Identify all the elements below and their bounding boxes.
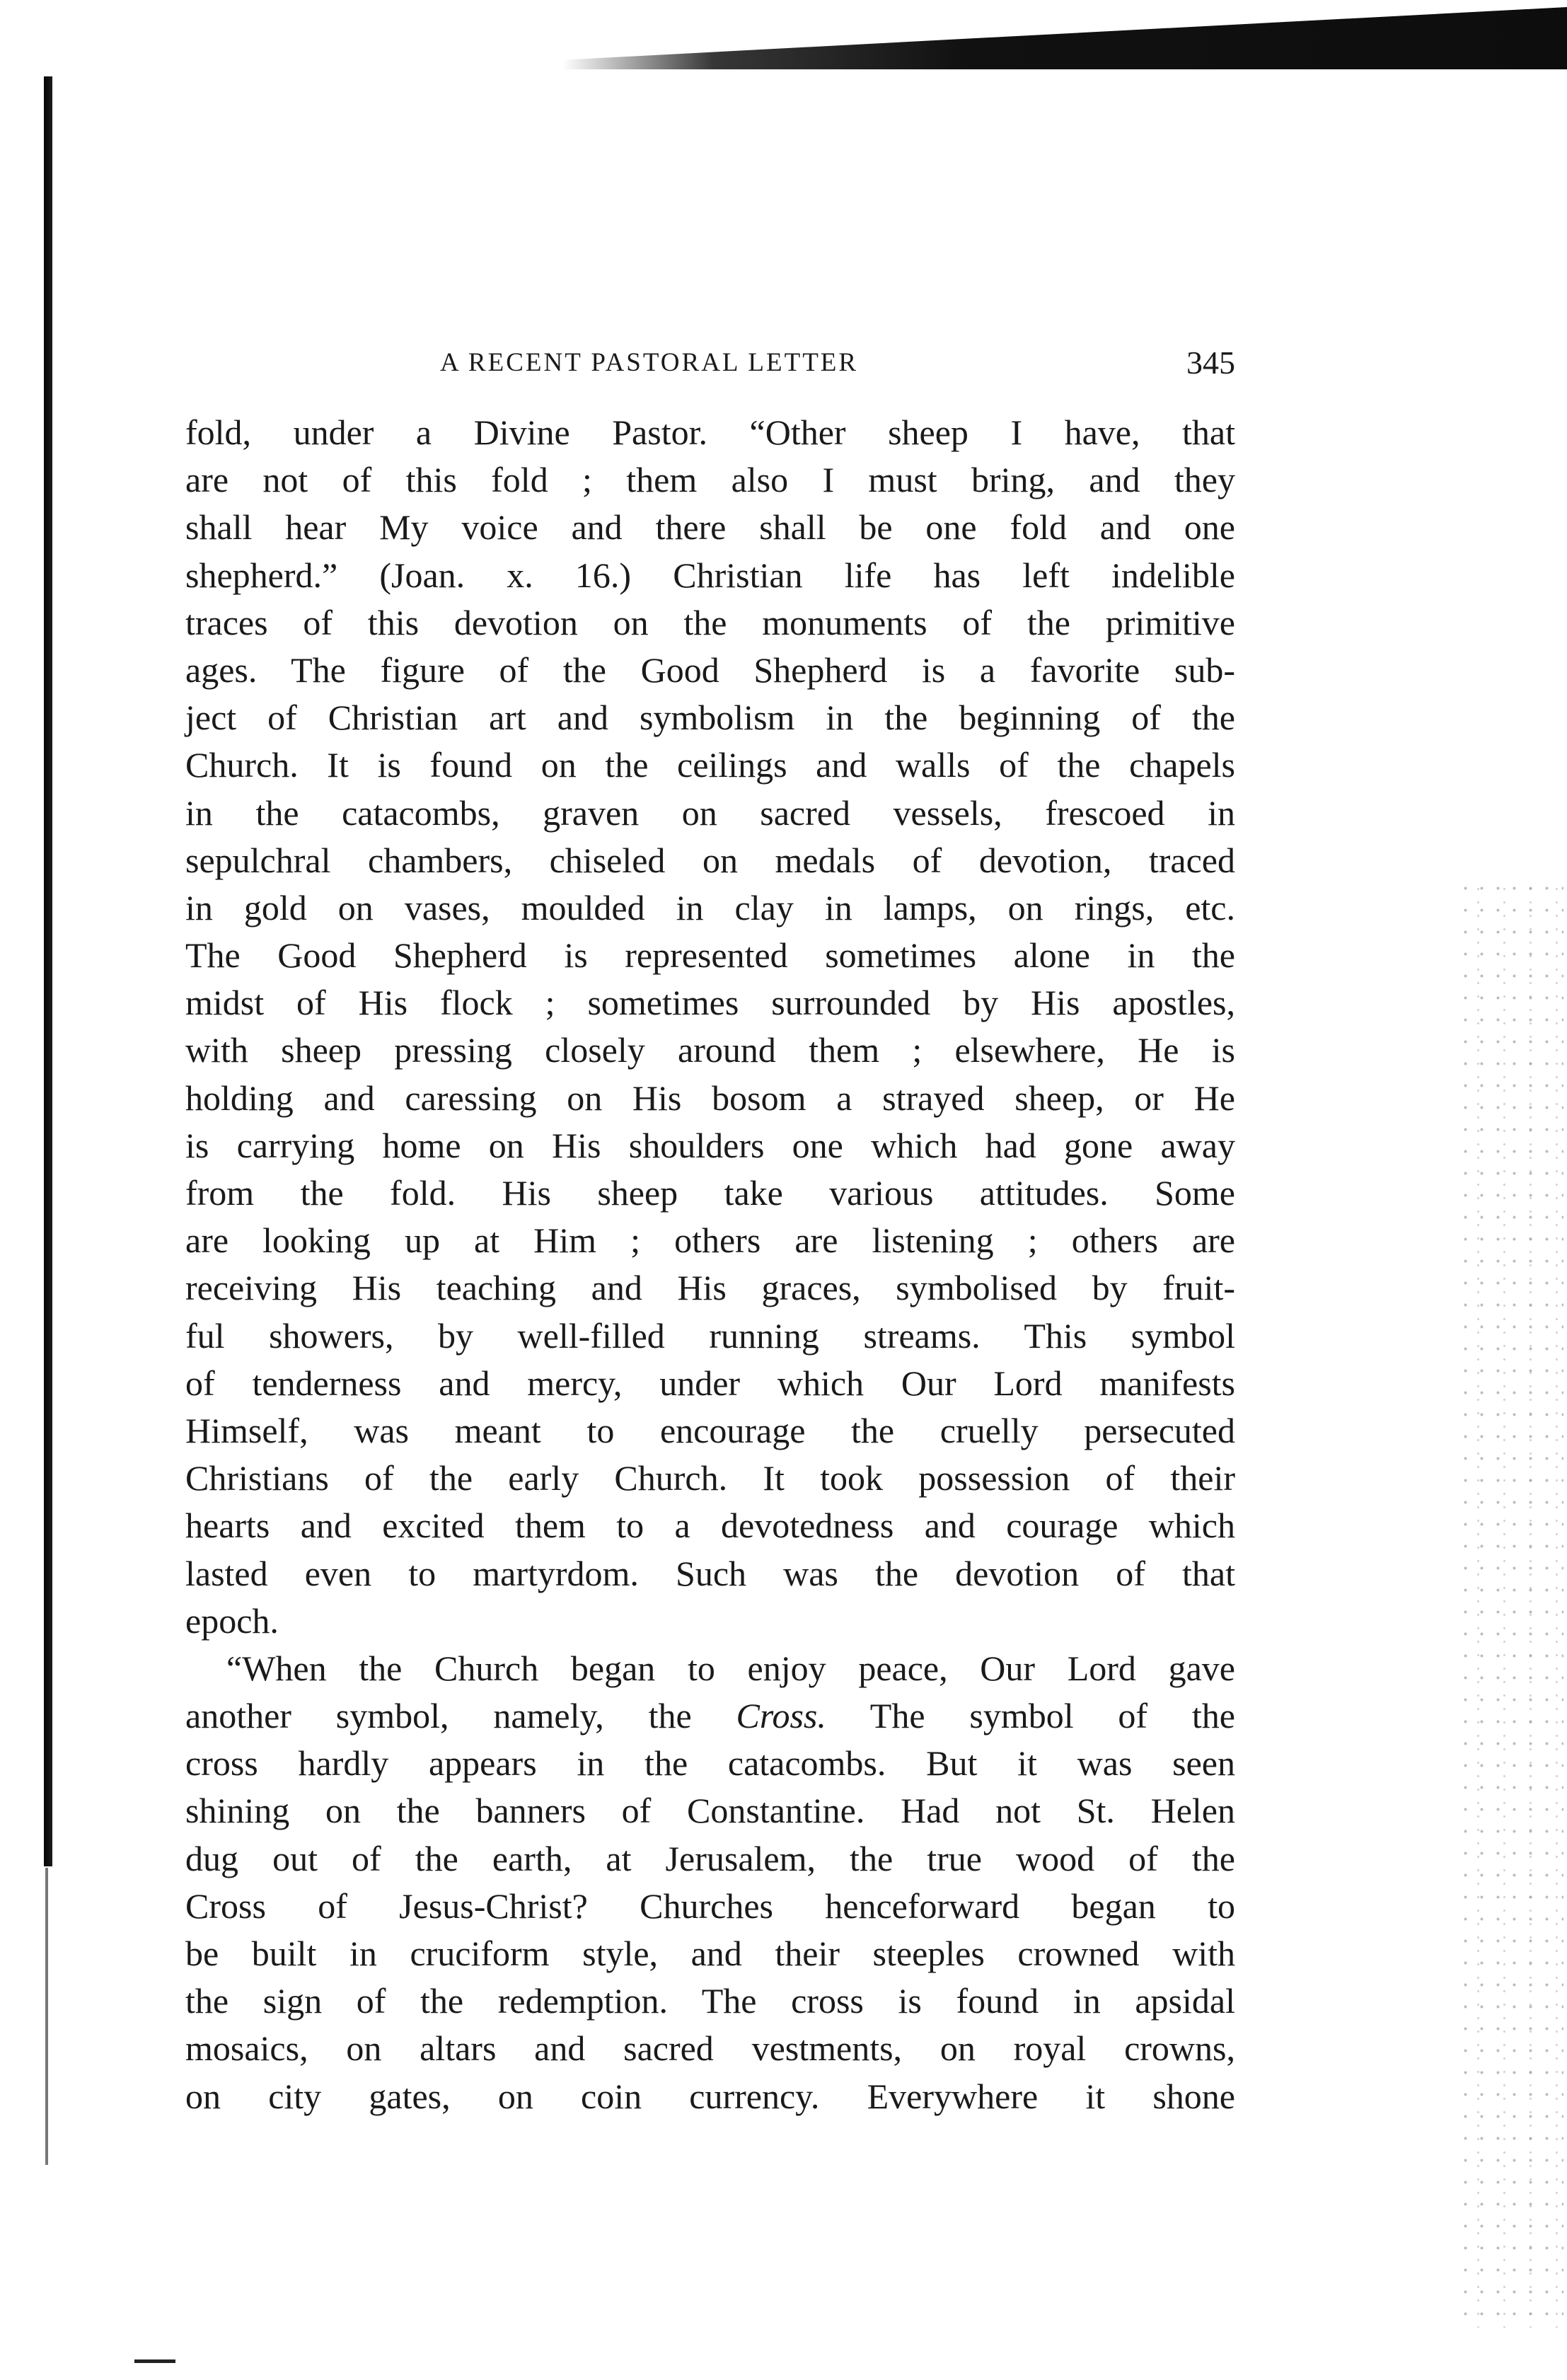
scan-edge-top: [283, 0, 1567, 78]
page-number: 345: [1186, 345, 1235, 381]
text-line: hearts and excited them to a devotedness and courage which: [185, 1506, 1235, 1546]
text-line: fold, under a Divine Pastor. “Other sheep I have, that: [185, 412, 1235, 452]
text-line: traces of this devotion on the monuments of the primitive: [185, 602, 1235, 642]
text-line: ject of Christian art and symbolism in the beginning of the: [185, 698, 1235, 738]
text-line: dug out of the earth, at Jerusalem, the true wood of the: [185, 1838, 1235, 1878]
text-line: of tenderness and mercy, under which Our Lord manifests: [185, 1363, 1235, 1403]
text-segment: The symbol of the: [826, 1696, 1235, 1736]
text-line: from the fold. His sheep take various attitudes. Some: [185, 1173, 1235, 1213]
text-line: are not of this fold ; them also I must bring, and they: [185, 460, 1235, 500]
scan-edge-left-fade: [45, 1868, 48, 2165]
text-line: in gold on vases, moulded in clay in lamps, on rings, etc.: [185, 887, 1235, 928]
scan-edge-right-speckle: [1457, 877, 1563, 2328]
text-line: in the catacombs, graven on sacred vessels, frescoed in: [185, 792, 1235, 833]
text-line: Cross of Jesus-Christ? Churches henceforward began to: [185, 1885, 1235, 1926]
text-line: shepherd.” (Joan. x. 16.) Christian life has left indelible: [185, 555, 1235, 595]
text-line: holding and caressing on His bosom a strayed sheep, or He: [185, 1078, 1235, 1118]
page-header: [185, 338, 1235, 388]
text-line-with-italic: [185, 1692, 1235, 1740]
text-line: Christians of the early Church. It took possession of their: [185, 1458, 1235, 1498]
text-line: Church. It is found on the ceilings and walls of the chapels: [185, 745, 1235, 785]
body-text: [185, 409, 1235, 2120]
text-line: with sheep pressing closely around them ; elsewhere, He is: [185, 1030, 1235, 1070]
text-line: sepulchral chambers, chiseled on medals of devotion, traced: [185, 840, 1235, 880]
text-line: The Good Shepherd is represented sometimes alone in the: [185, 935, 1235, 976]
text-line: shining on the banners of Constantine. Had not St. Helen: [185, 1791, 1235, 1831]
text-line: on city gates, on coin currency. Everywhere it shone: [185, 2076, 1235, 2116]
text-line: ages. The figure of the Good Shepherd is a favorite sub-: [185, 649, 1235, 690]
text-line: shall hear My voice and there shall be one fold and one: [185, 507, 1235, 548]
text-line: cross hardly appears in the catacombs. But it was seen: [185, 1743, 1235, 1784]
text-line-paragraph-end: epoch.: [185, 1600, 279, 1641]
text-line: Himself, was meant to encourage the cruelly persecuted: [185, 1410, 1235, 1450]
scan-bottom-mark: [134, 2359, 175, 2363]
scan-edge-left: [44, 76, 52, 1866]
text-line: the sign of the redemption. The cross is found in apsidal: [185, 1981, 1235, 2021]
text-segment: another symbol, namely, the: [185, 1696, 736, 1736]
text-line: is carrying home on His shoulders one which had gone away: [185, 1125, 1235, 1165]
text-line: mosaics, on altars and sacred vestments, on royal crowns,: [185, 2028, 1235, 2069]
text-line: be built in cruciform style, and their steeples crowned with: [185, 1934, 1235, 1973]
text-line: are looking up at Him ; others are listening ; others are: [185, 1220, 1235, 1261]
text-line: receiving His teaching and His graces, symbolised by fruit-: [185, 1268, 1235, 1308]
text-line: midst of His flock ; sometimes surrounded by His apostles,: [185, 983, 1235, 1023]
text-line: lasted even to martyrdom. Such was the devotion of that: [185, 1553, 1235, 1593]
running-head: A RECENT PASTORAL LETTER: [440, 348, 859, 377]
italic-word: Cross.: [736, 1696, 826, 1736]
text-line-paragraph-start: “When the Church began to enjoy peace, Our Lord gave: [226, 1648, 1235, 1688]
text-line: ful showers, by well-filled running streams. This symbol: [185, 1315, 1235, 1356]
